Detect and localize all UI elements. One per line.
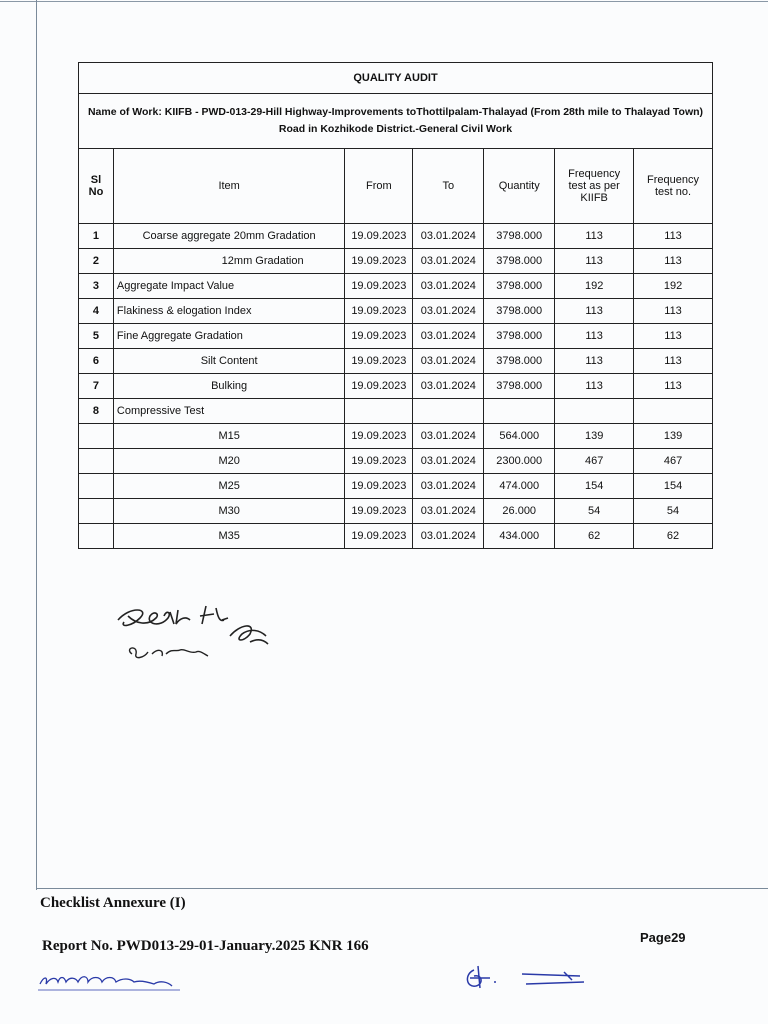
sl-no-cell: 3 (79, 274, 114, 299)
to-date-cell: 03.01.2024 (413, 474, 484, 499)
frequency-kiifb-cell: 62 (555, 524, 634, 549)
sl-no-cell (79, 524, 114, 549)
table-row (79, 349, 713, 374)
handwritten-signature (110, 598, 280, 670)
from-date-cell: 19.09.2023 (345, 274, 413, 299)
header-quantity: Quantity (484, 149, 555, 224)
frequency-kiifb-cell: 113 (555, 299, 634, 324)
table-row (79, 324, 713, 349)
frequency-no-cell (634, 399, 713, 424)
page-bottom-border (36, 888, 768, 889)
from-date-cell: 19.09.2023 (345, 499, 413, 524)
quantity-cell: 564.000 (484, 424, 555, 449)
to-date-cell: 03.01.2024 (413, 499, 484, 524)
frequency-kiifb-cell: 113 (555, 374, 634, 399)
to-date-cell: 03.01.2024 (413, 424, 484, 449)
item-cell: M20 (113, 449, 344, 474)
to-date-cell: 03.01.2024 (413, 274, 484, 299)
sl-no-cell (79, 499, 114, 524)
from-date-cell: 19.09.2023 (345, 424, 413, 449)
to-date-cell: 03.01.2024 (413, 299, 484, 324)
quality-audit-table (78, 62, 713, 549)
item-cell: Silt Content (113, 349, 344, 374)
item-cell: Coarse aggregate 20mm Gradation (113, 224, 344, 249)
item-cell: M15 (113, 424, 344, 449)
quantity-cell: 3798.000 (484, 324, 555, 349)
item-cell: M25 (113, 474, 344, 499)
to-date-cell: 03.01.2024 (413, 524, 484, 549)
sl-no-cell: 2 (79, 249, 114, 274)
to-date-cell (413, 399, 484, 424)
sl-no-cell: 7 (79, 374, 114, 399)
quantity-cell: 3798.000 (484, 249, 555, 274)
item-cell: M30 (113, 499, 344, 524)
frequency-kiifb-cell: 113 (555, 249, 634, 274)
frequency-kiifb-cell: 113 (555, 324, 634, 349)
to-date-cell: 03.01.2024 (413, 349, 484, 374)
table-row (79, 449, 713, 474)
table-title: QUALITY AUDIT (79, 63, 713, 94)
frequency-no-cell: 113 (634, 374, 713, 399)
sl-no-cell: 1 (79, 224, 114, 249)
frequency-no-cell: 192 (634, 274, 713, 299)
frequency-no-cell: 54 (634, 499, 713, 524)
frequency-kiifb-cell: 192 (555, 274, 634, 299)
quantity-cell: 3798.000 (484, 224, 555, 249)
frequency-kiifb-cell: 113 (555, 224, 634, 249)
to-date-cell: 03.01.2024 (413, 249, 484, 274)
item-cell: 12mm Gradation (113, 249, 344, 274)
to-date-cell: 03.01.2024 (413, 224, 484, 249)
item-cell: Fine Aggregate Gradation (113, 324, 344, 349)
header-sl-no: Sl No (79, 149, 114, 224)
from-date-cell: 19.09.2023 (345, 449, 413, 474)
table-row (79, 224, 713, 249)
table-row (79, 274, 713, 299)
from-date-cell: 19.09.2023 (345, 324, 413, 349)
bottom-left-signature (30, 962, 190, 998)
quantity-cell: 474.000 (484, 474, 555, 499)
frequency-no-cell: 467 (634, 449, 713, 474)
frequency-no-cell: 113 (634, 299, 713, 324)
header-from: From (345, 149, 413, 224)
table-row (79, 474, 713, 499)
sl-no-cell (79, 449, 114, 474)
table-header-row (79, 149, 713, 224)
from-date-cell: 19.09.2023 (345, 524, 413, 549)
from-date-cell: 19.09.2023 (345, 224, 413, 249)
frequency-kiifb-cell: 113 (555, 349, 634, 374)
item-cell: Aggregate Impact Value (113, 274, 344, 299)
quantity-cell (484, 399, 555, 424)
from-date-cell (345, 399, 413, 424)
frequency-kiifb-cell (555, 399, 634, 424)
header-frequency-kiifb: Frequency test as per KIIFB (555, 149, 634, 224)
from-date-cell: 19.09.2023 (345, 249, 413, 274)
item-cell: Compressive Test (113, 399, 344, 424)
frequency-kiifb-cell: 139 (555, 424, 634, 449)
sl-no-cell: 5 (79, 324, 114, 349)
header-item: Item (113, 149, 344, 224)
table-row (79, 424, 713, 449)
table-row (79, 499, 713, 524)
bottom-right-signature (460, 962, 600, 996)
quantity-cell: 434.000 (484, 524, 555, 549)
page-left-border (36, 0, 37, 890)
frequency-no-cell: 62 (634, 524, 713, 549)
header-frequency-no: Frequency test no. (634, 149, 713, 224)
to-date-cell: 03.01.2024 (413, 449, 484, 474)
frequency-no-cell: 139 (634, 424, 713, 449)
table-row (79, 399, 713, 424)
frequency-no-cell: 113 (634, 249, 713, 274)
item-cell: M35 (113, 524, 344, 549)
from-date-cell: 19.09.2023 (345, 299, 413, 324)
quantity-cell: 3798.000 (484, 299, 555, 324)
from-date-cell: 19.09.2023 (345, 474, 413, 499)
page-number: Page29 (640, 930, 686, 945)
sl-no-cell (79, 424, 114, 449)
frequency-kiifb-cell: 467 (555, 449, 634, 474)
frequency-no-cell: 113 (634, 349, 713, 374)
frequency-kiifb-cell: 54 (555, 499, 634, 524)
quantity-cell: 3798.000 (484, 274, 555, 299)
sl-no-cell: 6 (79, 349, 114, 374)
table-row (79, 524, 713, 549)
sl-no-cell: 8 (79, 399, 114, 424)
quantity-cell: 2300.000 (484, 449, 555, 474)
table-row (79, 299, 713, 324)
frequency-no-cell: 113 (634, 324, 713, 349)
frequency-kiifb-cell: 154 (555, 474, 634, 499)
report-number: Report No. PWD013-29-01-January.2025 KNR 166 (42, 938, 369, 954)
from-date-cell: 19.09.2023 (345, 349, 413, 374)
table-row (79, 374, 713, 399)
page-top-border (0, 1, 768, 2)
from-date-cell: 19.09.2023 (345, 374, 413, 399)
quantity-cell: 26.000 (484, 499, 555, 524)
sl-no-cell: 4 (79, 299, 114, 324)
name-of-work: Name of Work: KIIFB - PWD-013-29-Hill Highway-Improvements toThottilpalam-Thalayad (From 28th mile to Thalayad Town) Road in Kozhikode District.-General Civil Work (79, 94, 713, 149)
to-date-cell: 03.01.2024 (413, 324, 484, 349)
checklist-annexure: Checklist Annexure (I) (40, 895, 186, 911)
item-cell: Flakiness & elogation Index (113, 299, 344, 324)
table-row (79, 249, 713, 274)
quantity-cell: 3798.000 (484, 374, 555, 399)
sl-no-cell (79, 474, 114, 499)
header-to: To (413, 149, 484, 224)
to-date-cell: 03.01.2024 (413, 374, 484, 399)
frequency-no-cell: 154 (634, 474, 713, 499)
frequency-no-cell: 113 (634, 224, 713, 249)
item-cell: Bulking (113, 374, 344, 399)
quantity-cell: 3798.000 (484, 349, 555, 374)
